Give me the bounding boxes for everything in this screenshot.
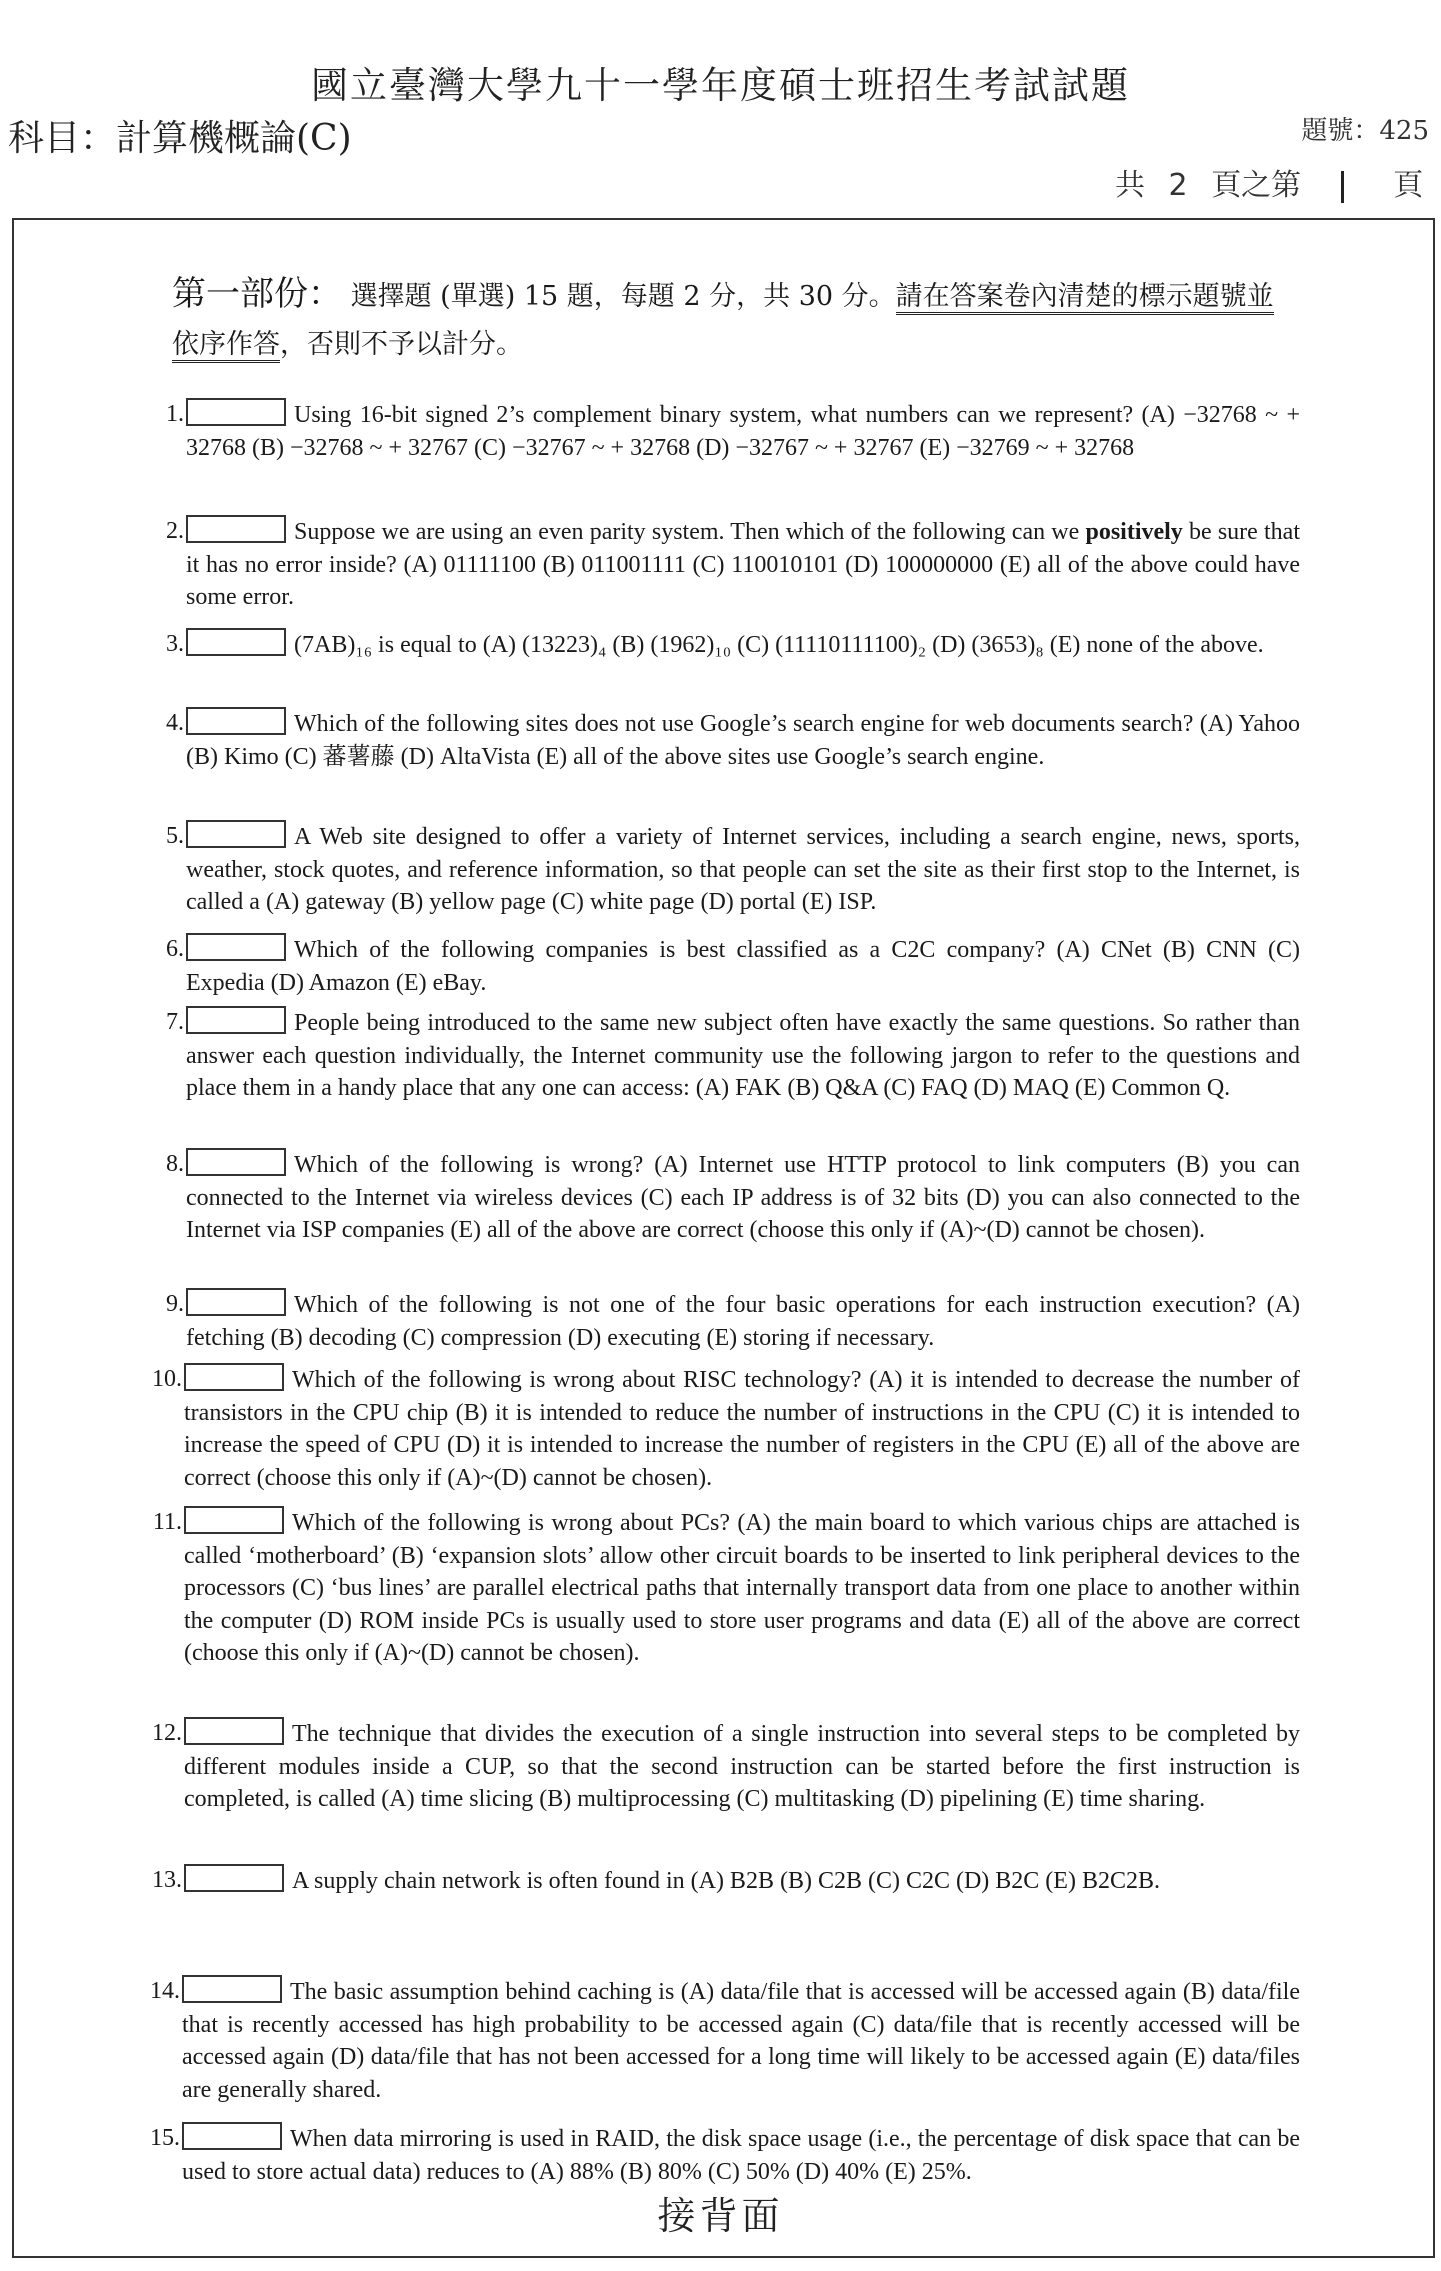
question-7: [166, 1006, 1300, 1105]
question-15: [150, 2122, 1300, 2188]
answer-box: [186, 1288, 286, 1316]
question-text: Using 16-bit signed 2’s complement binary system, what numbers can we represent? (A) −32768 ~ + 32768 (B) −32768 ~ + 32767 (C) −32767 ~ + 32768 (D) −32767 ~ + 32767 (E) −32769 ~ + 32768: [186, 402, 1300, 461]
answer-box: [186, 628, 286, 656]
page-suffix: 頁: [1393, 168, 1424, 203]
question-number: 8.: [166, 1151, 184, 1177]
section-instruction-tail: ，否則不予以計分。: [280, 329, 523, 360]
question-number: 9.: [166, 1291, 184, 1317]
question-text: Which of the following is wrong about PCs? (A) the main board to which various chips are attached is called ‘motherboard’ (B) ‘expansion slots’ allow other circuit boards to be inserted to link peripheral devices to the processors (C) ‘bus lines’ are parallel electrical paths that internally transport data from one place to another within the computer (D) ROM inside PCs is usually used to store user programs and data (E) all of the above are correct (choose this only if (A)~(D) cannot be chosen).: [184, 1510, 1300, 1666]
question-text-bold: positively: [1085, 519, 1183, 545]
question-number: 14.: [150, 1978, 180, 2004]
question-text: When data mirroring is used in RAID, the disk space usage (i.e., the percentage of disk space that can be used to store actual data) reduces to (A) 88% (B) 80% (C) 50% (D) 40% (E) 25%.: [182, 2126, 1300, 2185]
answer-box: [184, 1506, 284, 1534]
question-11: [152, 1506, 1300, 1670]
question-number: 2.: [166, 518, 184, 544]
question-text: A Web site designed to offer a variety of Internet services, including a search engine, news, sports, weather, stock quotes, and reference information, so that people can set the site as their first stop to the Internet, is called a (A) gateway (B) yellow page (C) white page (D) portal (E) ISP.: [186, 824, 1300, 915]
question-6: [166, 933, 1300, 999]
question-text: The basic assumption behind caching is (A) data/file that is accessed will be accessed again (B) data/file that is recently accessed has high probability to be accessed again (C) data/file that is recently accessed will be accessed again (D) data/file that has not been accessed for a long time will likely to be accessed again (E) data/files are generally shared.: [182, 1979, 1300, 2103]
page-total: 2: [1168, 168, 1188, 203]
question-10: [152, 1363, 1300, 1494]
question-text: Which of the following is wrong about RISC technology? (A) it is intended to decrease the number of transistors in the CPU chip (B) it is intended to reduce the number of instructions in the CPU (C) it is intended to increase the speed of CPU (D) it is intended to increase the number of registers in the CPU (E) all of the above are correct (choose this only if (A)~(D) cannot be chosen).: [184, 1367, 1300, 1491]
page-current-mark: [1341, 171, 1344, 203]
question-1: [166, 398, 1300, 464]
answer-box: [186, 1006, 286, 1034]
question-number: 1.: [166, 401, 184, 427]
question-text: Which of the following is not one of the four basic operations for each instruction execution? (A) fetching (B) decoding (C) compression (D) executing (E) storing if necessary.: [186, 1292, 1300, 1351]
answer-box: [186, 1148, 286, 1176]
question-5: [166, 820, 1300, 919]
question-9: [166, 1288, 1300, 1354]
question-text: (7AB)₁₆ is equal to (A) (13223)₄ (B) (1962)₁₀ (C) (11110111100)₂ (D) (3653)₈ (E) none of the above.: [294, 632, 1264, 658]
continue-on-back-note: 接背面: [657, 2194, 784, 2238]
section-instruction: 請在答案卷內清楚的標示題號並依序作答: [172, 281, 1274, 363]
answer-box: [186, 515, 286, 543]
question-number: 7.: [166, 1009, 184, 1035]
question-2: [166, 515, 1300, 614]
page-middle: 頁之第: [1211, 168, 1302, 203]
question-number: 題號：425: [1301, 116, 1429, 146]
question-text: A supply chain network is often found in (A) B2B (B) C2B (C) C2C (D) B2C (E) B2C2B.: [292, 1868, 1160, 1894]
question-number: 5.: [166, 823, 184, 849]
page-total-prefix: 共: [1115, 168, 1145, 203]
question-number: 11.: [152, 1509, 182, 1535]
question-number: 10.: [152, 1366, 182, 1392]
question-13: [152, 1864, 1300, 1898]
answer-box: [186, 707, 286, 735]
subject-label: 科目：計算機概論(C): [8, 118, 352, 159]
question-number: 6.: [166, 936, 184, 962]
question-number: 3.: [166, 631, 184, 657]
question-text: Which of the following sites does not use Google’s search engine for web documents search? (A) Yahoo (B) Kimo (C) 蕃薯藤 (D) AltaVista (E) all of the above sites use Google’s search engine.: [186, 711, 1300, 770]
section-heading: [172, 270, 1292, 369]
answer-box: [184, 1717, 284, 1745]
question-14: [150, 1975, 1300, 2106]
question-12: [152, 1717, 1300, 1816]
question-4: [166, 707, 1300, 773]
question-8: [166, 1148, 1300, 1247]
section-title: 第一部份：: [172, 274, 342, 314]
question-number: 12.: [152, 1720, 182, 1746]
question-number: 15.: [150, 2125, 180, 2151]
question-text: Which of the following companies is best classified as a C2C company? (A) CNet (B) CNN (C) Expedia (D) Amazon (E) eBay.: [186, 937, 1300, 996]
question-text: Which of the following is wrong? (A) Internet use HTTP protocol to link computers (B) you can connected to the Internet via wireless devices (C) each IP address is of 32 bits (D) you can also connected to the Internet via ISP companies (E) all of the above are correct (choose this only if (A)~(D) cannot be chosen).: [186, 1152, 1300, 1243]
answer-box: [184, 1864, 284, 1892]
question-number: 4.: [166, 710, 184, 736]
answer-box: [182, 1975, 282, 2003]
answer-box: [182, 2122, 282, 2150]
question-text-post: be sure that it has no error inside? (A) 01111100 (B) 011001111 (C) 110010101 (D) 100000000 (E) all of the above could have some error.: [186, 519, 1300, 610]
answer-box: [184, 1363, 284, 1391]
answer-box: [186, 398, 286, 426]
section-description: 選擇題 (單選) 15 題，每題 2 分，共 30 分。: [350, 281, 896, 312]
question-number: 13.: [152, 1867, 182, 1893]
question-text: People being introduced to the same new subject often have exactly the same questions. So rather than answer each question individually, the Internet community use the following jargon to refer to the questions and place them in a handy place that any one can access: (A) FAK (B) Q&A (C) FAQ (D) MAQ (E) Common Q.: [186, 1010, 1300, 1101]
exam-title: 國立臺灣大學九十一學年度碩士班招生考試試題: [311, 64, 1130, 107]
answer-box: [186, 820, 286, 848]
question-3: [166, 628, 1300, 662]
page-count: [1115, 160, 1423, 204]
question-text: The technique that divides the execution of a single instruction into several steps to be completed by different modules inside a CUP, so that the second instruction can be started before the first instruction is completed, is called (A) time slicing (B) multiprocessing (C) multitasking (D) pipelining (E) time sharing.: [184, 1721, 1300, 1812]
question-text-pre: Suppose we are using an even parity system. Then which of the following can we: [294, 519, 1086, 545]
answer-box: [186, 933, 286, 961]
